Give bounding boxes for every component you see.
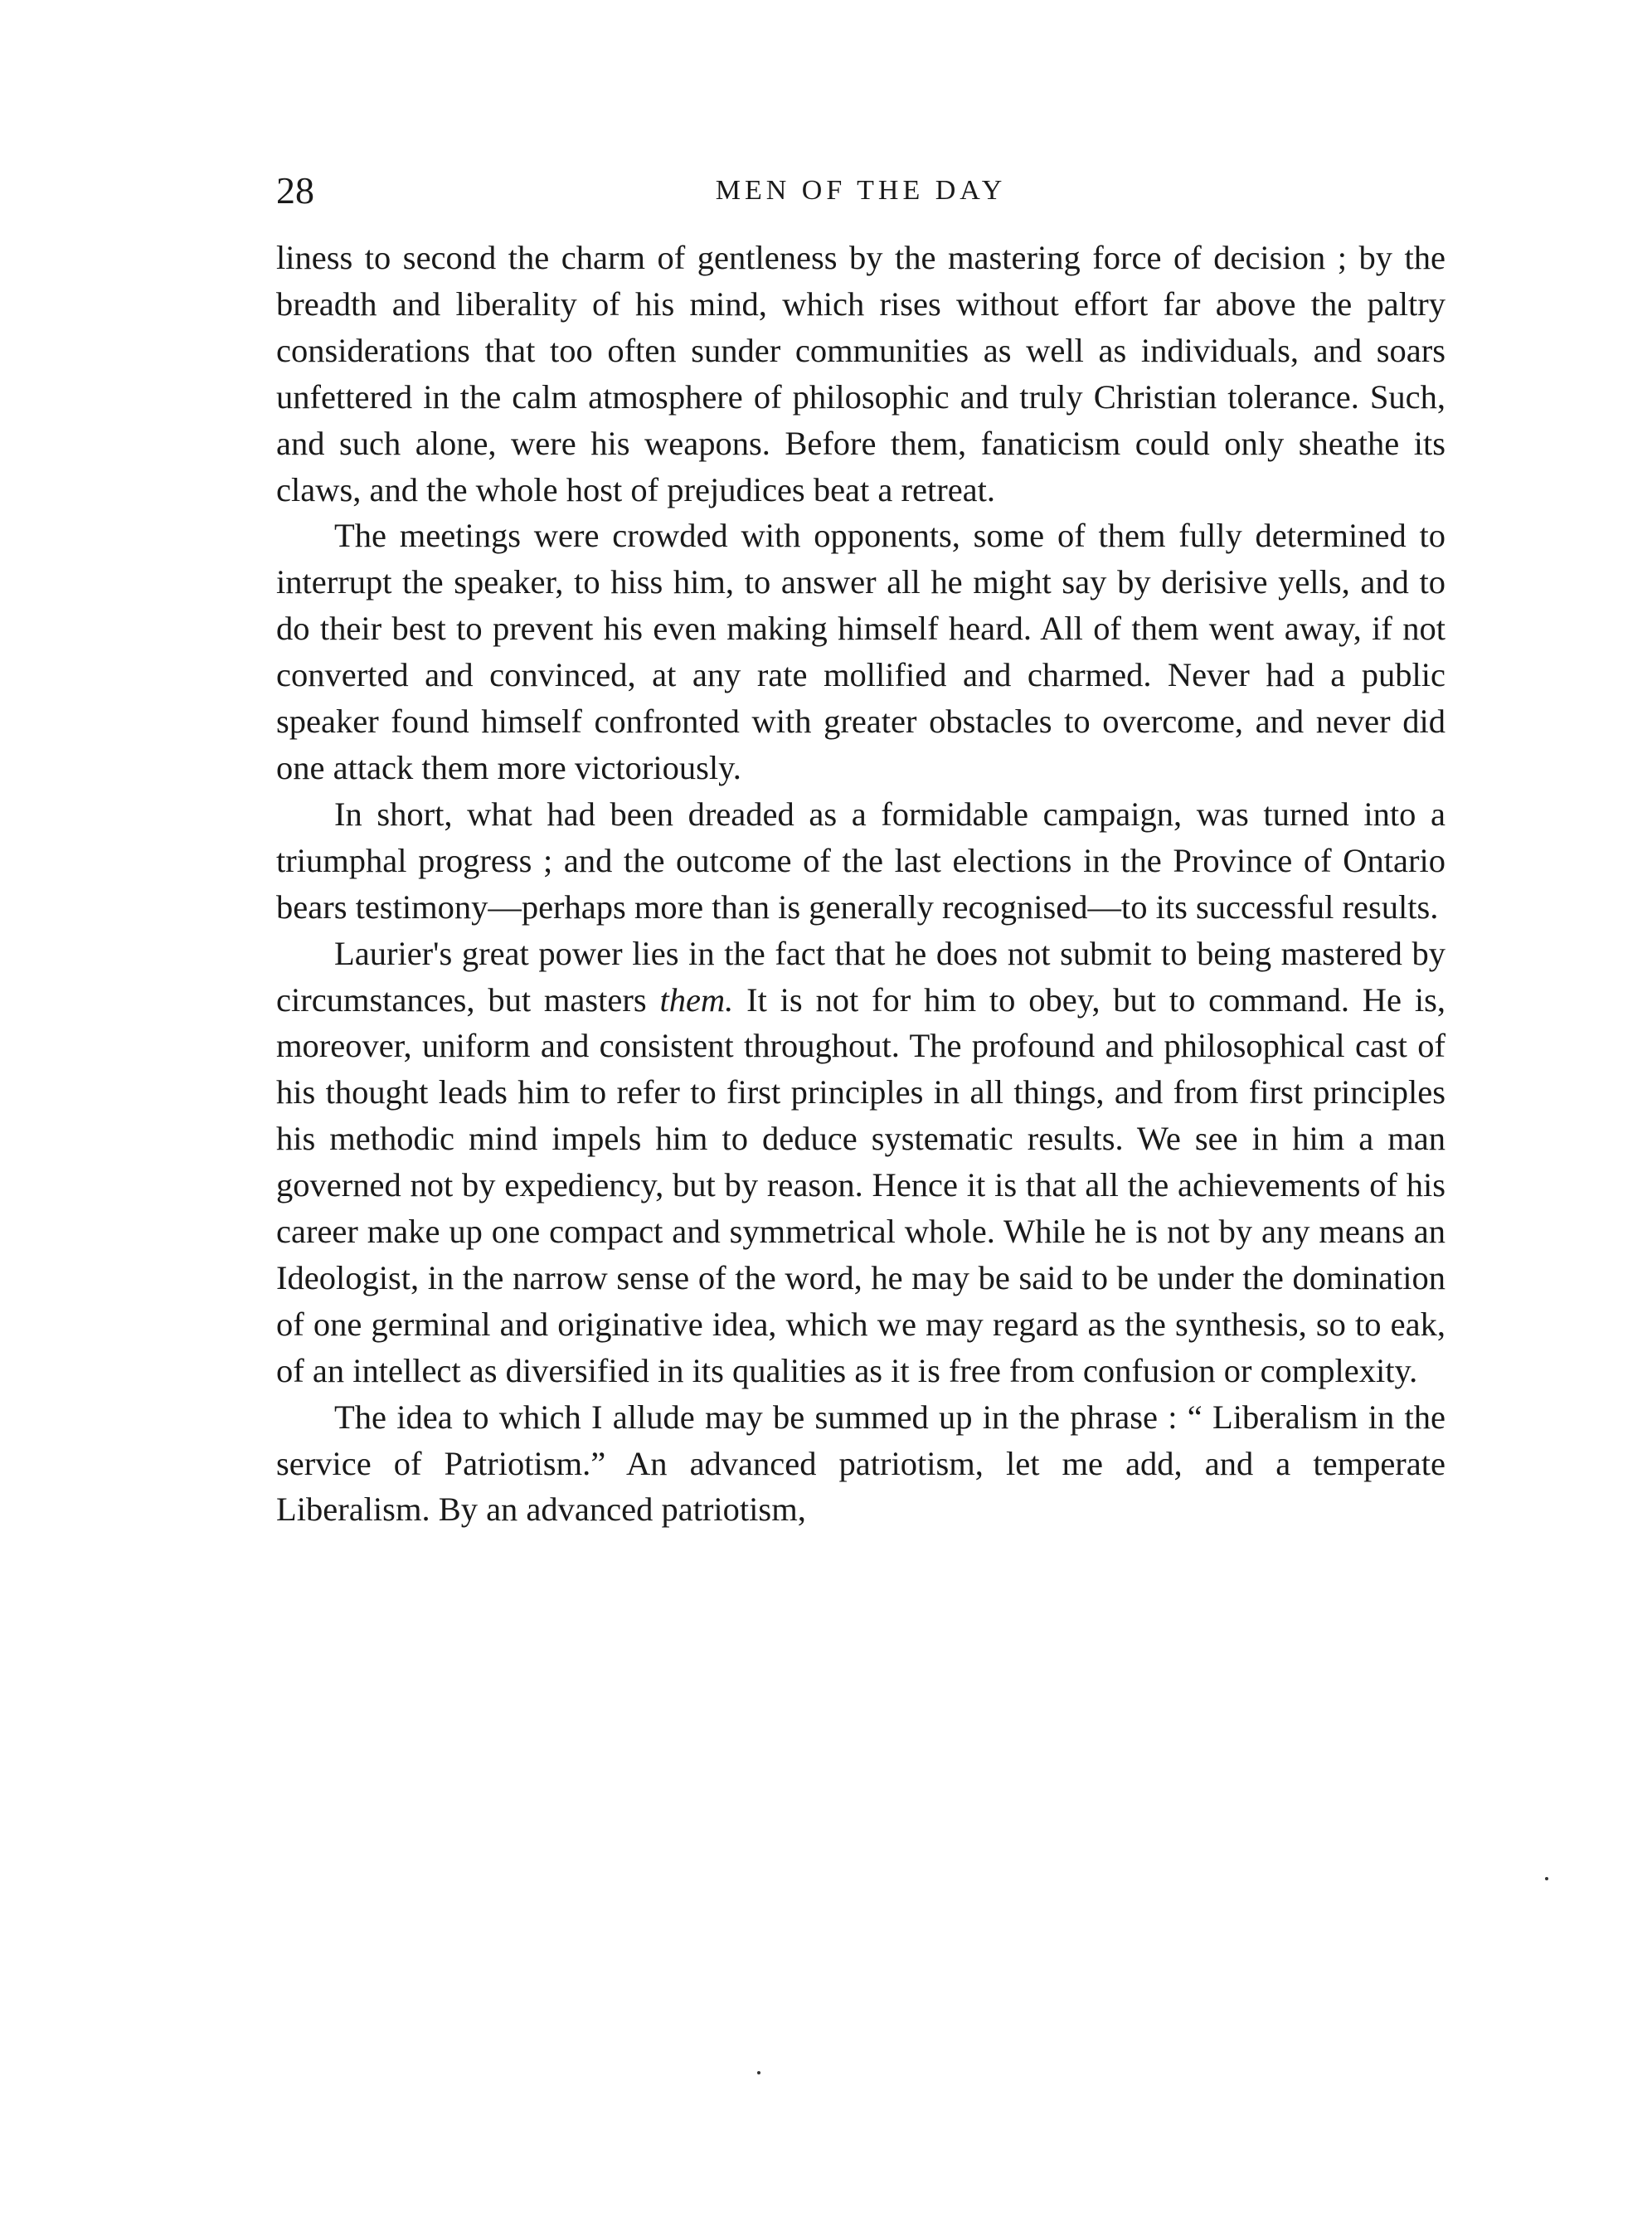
paragraph-text: It is not for him to obey, but to command. He is, moreover, uniform and consistent throughout. The profound and philosophical cast of his thought leads him to refer to first principles in all things, and from first principles his methodic mind impels him to deduce systematic results. We see in him a man governed not by expediency, but by reason. Hence it is that all the achievements of his career make up one compact and symmetrical whole. While he is not by any means an Ideologist, in the narrow sense of the word, he may be said to be under the domination of one germinal and originative idea, which we may regard as the synthesis, so to eak, of an intellect as diversified in its qualities as it is free from confusion or complexity. (276, 980, 1446, 1389)
print-speck (757, 2071, 760, 2074)
running-title: MEN OF THE DAY (715, 175, 1007, 206)
emphasis-text: them. (659, 980, 734, 1019)
paragraph-text: Laurier's great power lies in the fact that he does not submit to being mastered by circumstances, but masters (276, 934, 1446, 1019)
paragraph-campaign: In short, what had been dreaded as a formidable campaign, was turned into a triumphal progress ; and the outcome of the last elections in the Province of Ontario bears testimony—perhaps more than is generally recognised—to its successful results. (276, 795, 1446, 926)
running-head (276, 166, 1446, 216)
print-speck (1545, 1877, 1548, 1880)
paragraph-continued: liness to second the charm of gentleness by the mastering force of decision ; by the breadth and liberality of his mind, which rises without effort far above the paltry considerations that too often sunder communities as well as individuals, and soars unfettered in the calm atmosphere of philosophic and truly Christian tolerance. Such, and such alone, were his weapons. Before them, fanaticism could only sheathe its claws, and the whole host of prejudices beat a retreat. (276, 239, 1446, 508)
body-text (276, 235, 1446, 1533)
paragraph-lauriers-power (276, 931, 1446, 1394)
paragraph-meetings: The meetings were crowded with opponents, some of them fully determined to interrupt the speaker, to hiss him, to answer all he might say by derisive yells, and to do their best to prevent his even making himself heard. All of them went away, if not converted and convinced, at any rate mollified and charmed. Never had a public speaker found himself confronted with greater obstacles to overcome, and never did one attack them more victoriously. (276, 517, 1446, 786)
paragraph-idea: The idea to which I allude may be summed up in the phrase : “ Liberalism in the service of Patriotism.” An advanced patriotism, let me add, and a temperate Liberalism. By an advanced patriotism, (276, 1398, 1446, 1529)
page-number: 28 (276, 169, 314, 212)
